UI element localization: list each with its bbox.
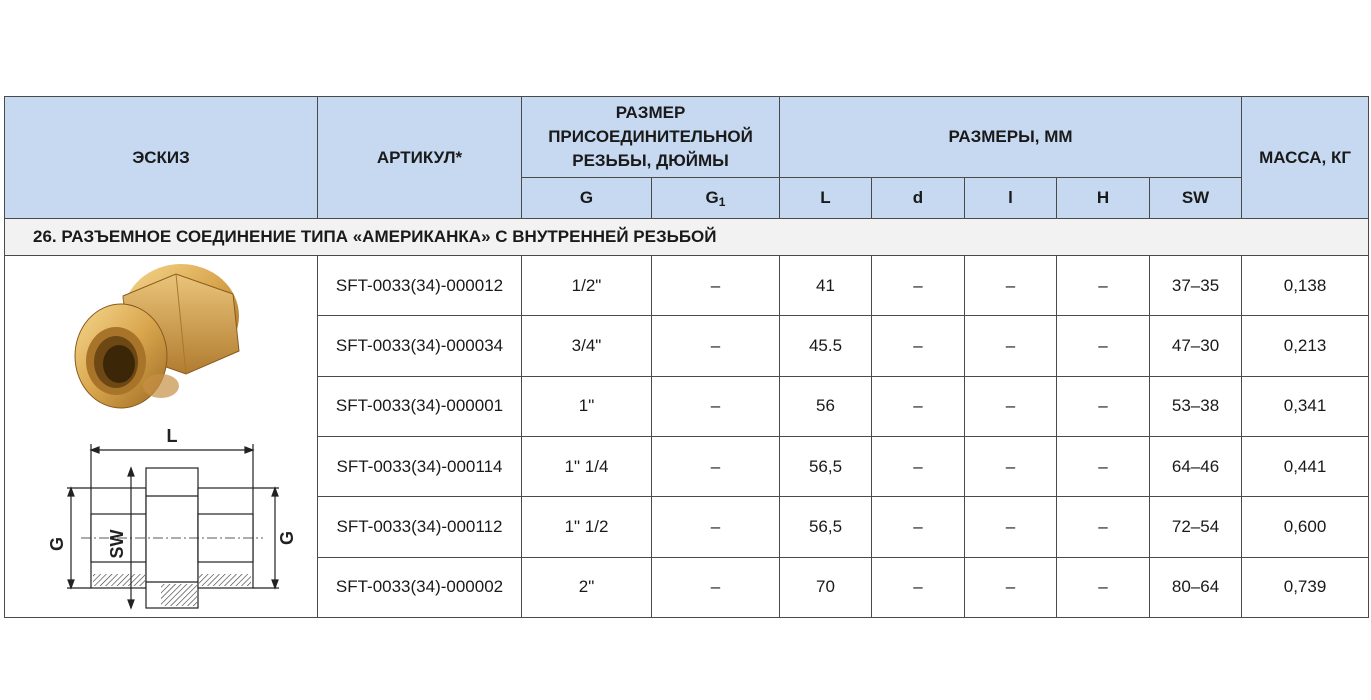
cell-SW: 53–38	[1150, 376, 1242, 436]
header-H: H	[1057, 178, 1150, 219]
cell-H: –	[1057, 316, 1150, 376]
cell-g: 1/2"	[522, 256, 652, 316]
cell-mass: 0,600	[1242, 497, 1369, 557]
header-g1: G1	[652, 178, 780, 219]
label-SW: SW	[107, 529, 127, 559]
cell-g1: –	[652, 436, 780, 496]
union-fitting-photo	[75, 264, 239, 408]
cell-article: SFT-0033(34)-000034	[318, 316, 522, 376]
label-G-left: G	[47, 536, 67, 552]
header-article: АРТИКУЛ*	[318, 97, 522, 219]
header-dimensions: РАЗМЕРЫ, ММ	[780, 97, 1242, 178]
cell-mass: 0,441	[1242, 436, 1369, 496]
cell-d: –	[872, 376, 965, 436]
header-d: d	[872, 178, 965, 219]
cell-SW: 80–64	[1150, 557, 1242, 617]
header-thread-size: РАЗМЕР ПРИСОЕДИНИТЕЛЬНОЙ РЕЗЬБЫ, ДЮЙМЫ	[522, 97, 780, 178]
cell-g1: –	[652, 376, 780, 436]
cell-article: SFT-0033(34)-000001	[318, 376, 522, 436]
cell-SW: 64–46	[1150, 436, 1242, 496]
cell-g: 3/4"	[522, 316, 652, 376]
cell-g1: –	[652, 316, 780, 376]
cell-L: 41	[780, 256, 872, 316]
cell-d: –	[872, 316, 965, 376]
header-g: G	[522, 178, 652, 219]
header-L: L	[780, 178, 872, 219]
header-l: l	[965, 178, 1057, 219]
cell-g: 1" 1/4	[522, 436, 652, 496]
cell-H: –	[1057, 497, 1150, 557]
cell-l: –	[965, 376, 1057, 436]
cell-L: 45.5	[780, 316, 872, 376]
cell-L: 56,5	[780, 436, 872, 496]
cell-g: 1" 1/2	[522, 497, 652, 557]
cell-l: –	[965, 497, 1057, 557]
cell-g1: –	[652, 497, 780, 557]
cell-l: –	[965, 316, 1057, 376]
cell-H: –	[1057, 557, 1150, 617]
section-title: 26. РАЗЪЕМНОЕ СОЕДИНЕНИЕ ТИПА «АМЕРИКАНКА» С ВНУТРЕННЕЙ РЕЗЬБОЙ	[5, 219, 1369, 256]
cell-SW: 72–54	[1150, 497, 1242, 557]
cell-mass: 0,138	[1242, 256, 1369, 316]
label-L: L	[166, 426, 178, 446]
cell-mass: 0,341	[1242, 376, 1369, 436]
cell-article: SFT-0033(34)-000012	[318, 256, 522, 316]
label-G-right: G	[277, 530, 297, 546]
cell-g1: –	[652, 557, 780, 617]
cell-SW: 37–35	[1150, 256, 1242, 316]
cell-H: –	[1057, 436, 1150, 496]
product-sketch	[11, 256, 311, 612]
sketch-cell	[5, 256, 318, 618]
table-row	[5, 256, 1369, 316]
cell-g1: –	[652, 256, 780, 316]
cell-article: SFT-0033(34)-000112	[318, 497, 522, 557]
cell-g: 2"	[522, 557, 652, 617]
header-SW: SW	[1150, 178, 1242, 219]
cell-mass: 0,213	[1242, 316, 1369, 376]
cell-L: 56	[780, 376, 872, 436]
cell-H: –	[1057, 256, 1150, 316]
cell-d: –	[872, 436, 965, 496]
cell-l: –	[965, 557, 1057, 617]
cell-L: 56,5	[780, 497, 872, 557]
cell-L: 70	[780, 557, 872, 617]
header-sketch: ЭСКИЗ	[5, 97, 318, 219]
cell-l: –	[965, 436, 1057, 496]
cell-d: –	[872, 557, 965, 617]
cell-d: –	[872, 256, 965, 316]
cell-g: 1"	[522, 376, 652, 436]
union-fitting-drawing	[67, 444, 279, 608]
spec-table	[4, 96, 1369, 618]
cell-article: SFT-0033(34)-000002	[318, 557, 522, 617]
cell-l: –	[965, 256, 1057, 316]
cell-d: –	[872, 497, 965, 557]
cell-SW: 47–30	[1150, 316, 1242, 376]
cell-article: SFT-0033(34)-000114	[318, 436, 522, 496]
cell-H: –	[1057, 376, 1150, 436]
cell-mass: 0,739	[1242, 557, 1369, 617]
header-mass: МАССА, КГ	[1242, 97, 1369, 219]
